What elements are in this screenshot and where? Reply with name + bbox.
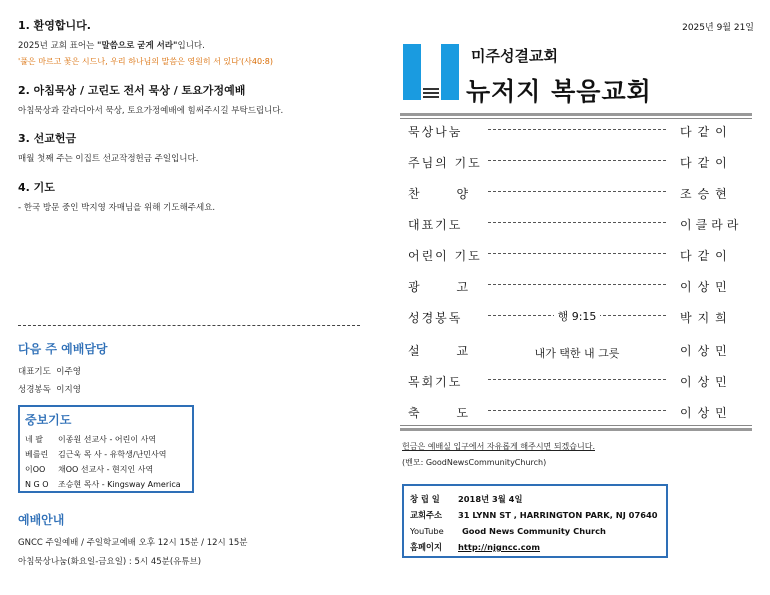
notice-text: - 한국 방문 중인 박지영 자매님을 위해 기도해주세요.	[18, 203, 216, 213]
order-label: 설 교	[408, 344, 471, 358]
offering-note: 헌금은 예배실 입구에서 자유롭게 해주시면 되겠습니다.	[402, 442, 595, 451]
order-label: 광 고	[408, 280, 471, 294]
order-label: 찬 양	[408, 187, 471, 201]
prayer-text: 이종원 선교사 - 어린이 사역	[58, 435, 157, 444]
order-person: 다같이	[680, 156, 733, 170]
notice-text: 아침묵상과 갈라디아서 묵상, 토요가정예배에 힘써주시길 부탁드립니다.	[18, 106, 284, 116]
info-row	[410, 523, 658, 539]
order-row	[402, 301, 752, 332]
church-denomination: 미주성결교회	[471, 47, 558, 65]
place: N G O	[25, 480, 49, 489]
order-bottom-rule	[400, 428, 752, 431]
scripture-ref: 행 9:15	[554, 310, 601, 323]
order-bottom-rule-thin	[400, 425, 752, 426]
notice-text	[18, 39, 368, 51]
order-row	[402, 208, 752, 239]
motto-verse: '풀은 마르고 꽃은 시드나, 우리 하나님의 말씀은 영원히 서 있다'(사40:8)	[18, 57, 273, 66]
order-label: 묵상나눔	[408, 125, 463, 139]
info-key: 교회주소	[410, 510, 443, 520]
next-week-row	[18, 383, 318, 395]
order-scripture	[488, 308, 666, 324]
role: 대표기도	[18, 367, 51, 377]
worship-info-line: 아침묵상나눔(화요일-금요일) : 5시 45분(유튜브)	[18, 557, 202, 567]
order-person: 이상민	[680, 280, 733, 294]
church-logo-icon	[403, 44, 461, 102]
order-person: 이상민	[680, 375, 733, 389]
order-person: 박지희	[680, 311, 733, 325]
order-leader-line	[488, 379, 666, 380]
order-row	[402, 396, 752, 427]
order-label: 성경봉독	[408, 311, 463, 325]
place: 네 팔	[25, 435, 43, 444]
order-label: 축 도	[408, 406, 471, 420]
youtube-channel: Good News Community Church	[462, 526, 606, 536]
order-leader-line	[488, 253, 666, 254]
order-row	[402, 270, 752, 301]
notice-title: 4. 기도	[18, 181, 55, 194]
notice-text-pre: 2025년 교회 표어는	[18, 41, 98, 51]
notice-2	[18, 82, 368, 116]
role: 성경봉독	[18, 385, 51, 395]
notice-title: 3. 선교헌금	[18, 132, 77, 145]
place: 이OO	[25, 465, 46, 474]
founding-date: 2018년 3월 4일	[458, 494, 523, 504]
order-person: 이클라라	[680, 218, 743, 232]
sermon-title: 내가 택한 내 그릇	[534, 347, 620, 360]
order-person: 조승현	[680, 187, 733, 201]
order-person: 다같이	[680, 125, 733, 139]
prayer-text: 김근욱 목 사 - 유학생/난민사역	[58, 450, 167, 459]
worship-info-section	[18, 511, 368, 567]
notice-text: 매월 첫째 주는 이집트 선교작정헌금 주일입니다.	[18, 154, 199, 164]
order-leader-line	[488, 410, 666, 411]
intercession-row	[25, 477, 190, 492]
prayer-text: 채OO 선교사 - 현지인 사역	[58, 465, 154, 474]
intercession-title: 중보기도	[25, 413, 72, 427]
order-label: 주님의 기도	[408, 156, 482, 170]
next-week-row	[18, 365, 318, 377]
church-name: 뉴저지 복음교회	[466, 77, 652, 106]
church-info-box	[402, 484, 668, 558]
homepage-link[interactable]: http://njgncc.com	[458, 542, 541, 552]
order-label: 목회기도	[408, 375, 463, 389]
notice-3	[18, 130, 368, 164]
order-person: 다같이	[680, 249, 733, 263]
notice-4	[18, 179, 368, 213]
intercession-box	[18, 405, 194, 493]
order-leader-line	[488, 284, 666, 285]
divider	[18, 325, 360, 326]
order-label: 어린이 기도	[408, 249, 482, 263]
notice-title: 2. 아침묵상 / 고린도 전서 묵상 / 토요가정예배	[18, 84, 246, 97]
order-row	[402, 334, 752, 365]
order-leader-line	[488, 160, 666, 161]
next-week-section	[18, 340, 318, 395]
person: 이지영	[56, 385, 81, 395]
venmo-note: (벤모: GoodNewsCommunityChurch)	[402, 458, 547, 467]
info-row	[410, 507, 658, 523]
order-leader-line	[488, 129, 666, 130]
place: 베를린	[25, 450, 49, 459]
prayer-text: 조승현 목사 - Kingsway America	[58, 480, 181, 489]
motto: "말씀으로 굳게 서라"	[97, 41, 178, 51]
person: 이주영	[56, 367, 81, 377]
bulletin-date: 2025년 9월 21일	[682, 23, 754, 33]
next-week-title: 다음 주 예배담당	[18, 342, 108, 356]
order-person: 이상민	[680, 406, 733, 420]
order-row	[402, 146, 752, 177]
order-label: 대표기도	[408, 218, 463, 232]
order-row	[402, 115, 752, 146]
info-key: 창 립 일	[410, 494, 440, 504]
order-leader-line	[488, 222, 666, 223]
order-leader-line	[488, 191, 666, 192]
info-key: YouTube	[410, 526, 444, 536]
intercession-row	[25, 432, 190, 447]
info-row	[410, 491, 658, 507]
notice-1	[18, 17, 368, 67]
info-key: 홈페이지	[410, 542, 443, 552]
address: 31 LYNN ST , HARRINGTON PARK, NJ 07640	[458, 510, 658, 520]
order-person: 이상민	[680, 344, 733, 358]
intercession-row	[25, 462, 190, 477]
order-row	[402, 365, 752, 396]
intercession-row	[25, 447, 190, 462]
info-row	[410, 539, 658, 555]
order-row	[402, 239, 752, 270]
notice-title: 1. 환영합니다.	[18, 19, 91, 32]
worship-info-title: 예배안내	[18, 513, 65, 527]
order-row	[402, 177, 752, 208]
worship-info-line: GNCC 주일예배 / 주일학교예배 오후 12시 15분 / 12시 15분	[18, 538, 248, 548]
notice-text-post: 입니다.	[177, 41, 205, 51]
